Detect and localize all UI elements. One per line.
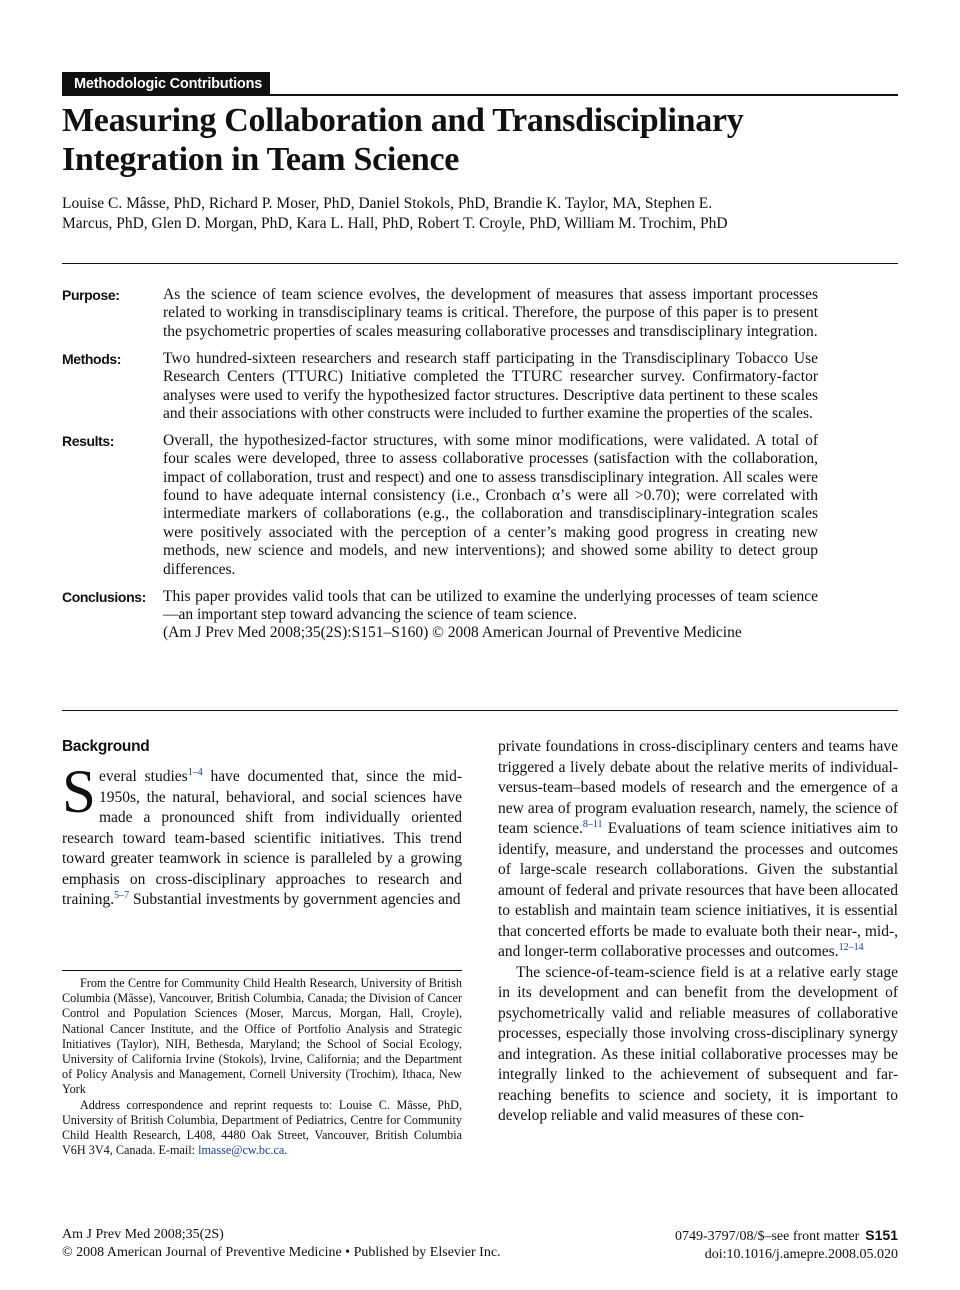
results-label: Results: [62, 432, 115, 449]
citation-ref[interactable]: 8–11 [582, 819, 603, 830]
affiliation-footnote [62, 970, 462, 1158]
purpose-text: As the science of team science evolves, the development of measures that assess important processes related to working in transdisciplinary teams is critical. Therefore, the purpose of this paper is to present the psychometric properties of scales measuring collaborative processes and transdisciplinary integration. [163, 286, 818, 340]
copyright: © 2008 American Journal of Preventive Medicine • Published by Elsevier Inc. [62, 1245, 501, 1260]
body-text: Substantial investments by government agencies and [129, 891, 461, 908]
methods-label: Methods: [62, 350, 122, 367]
citation-ref[interactable]: 12–14 [838, 942, 864, 953]
body-paragraph-2: The science-of-team-science field is at a relative early stage in its development and can benefit from the development of psychometrically valid and reliable measures of collaborative processes, especially those involving cross-disciplinary synergy and integration. As these initial collaborative processes may be integrally linked to the achievement of subsequent and far-reaching benefits to science and society, it is important to develop reliable and valid measures of these con- [498, 963, 898, 1124]
background-heading: Background [62, 738, 150, 755]
citation: (Am J Prev Med 2008;35(2S):S151–S160) © 2008 American Journal of Preventive Medicine [163, 624, 742, 642]
body-paragraph-1 [498, 737, 898, 963]
affiliation-text: From the Centre for Community Child Health Research, University of British Columbia (Mâsse), Vancouver, British Columbia, Canada; the Division of Cancer Control and Population Sciences (Moser, Marcus, Morgan, Hall, Croyle), National Cancer Institute, and the Office of Portfolio Analysis and Strategic Initiatives (Taylor), NIH, Bethesda, Maryland; the School of Social Ecology, University of California Irvine (Stokols), Irvine, California; and the Department of Policy Analysis and Management, Cornell University (Trochim), Ithaca, New York [62, 976, 462, 1097]
correspondence-address: Address correspondence and reprint requests to: Louise C. Mâsse, PhD, University of British Columbia, Department of Pediatrics, Centre for Community Child Health Research, L408, 4480 Oak Street, Vancouver, British Columbia V6H 3V4, Canada. E-mail: [62, 1097, 462, 1158]
results-text: Overall, the hypothesized-factor structures, with some minor modifications, were validated. A total of four scales were developed, three to assess collaborative processes (satisfaction with the collaboration, impact of collaboration, trust and respect) and one to assess transdisciplinary integration. All scales were found to have adequate internal consistency (i.e., Cronbach α’s were all >0.70); were correlated with intermediate markers of collaborations (e.g., the collaboration and transdisciplinary-integration scales were positively associated with the perception of a center’s making good progress in creating new methods, new science and models, and new interventions); and showed some ability to detect group differences. [163, 431, 818, 578]
issn-line [675, 1226, 898, 1246]
left-column [62, 737, 462, 911]
correspondence-text [62, 1098, 462, 1159]
body-text: Evaluations of team science initiatives aim to identify, measure, and understand the processes and outcomes of large-scale research collaborations. Given the substantial amount of federal and private resources that have been allocated to establish and maintain team science initiatives, it is essential that concerted efforts be made to evaluate both their near-, mid-, and longer-term collaborative processes and outcomes. [498, 820, 898, 960]
purpose-label: Purpose: [62, 287, 120, 303]
citation-ref[interactable]: 1–4 [187, 767, 203, 778]
right-column [498, 737, 898, 1127]
conclusions-text: This paper provides valid tools that can be utilized to examine the underlying processes of team science—an important step toward advancing the science of team science. [163, 587, 818, 623]
abstract-purpose [62, 286, 818, 341]
abstract-top-rule [62, 263, 898, 264]
journal-ref: Am J Prev Med 2008;35(2S) [62, 1227, 224, 1242]
methods-text: Two hundred-sixteen researchers and research staff participating in the Transdisciplinary Tobacco Use Research Centers (TTURC) Initiative completed the TTURC researcher survey. Confirmatory-factor analyses were used to verify the hypothesized factor structures. Descriptive data pertinent to these scales and their associations with other constructs were included to further examine the properties of the scales. [163, 349, 818, 422]
correspondence-end: . [284, 1143, 288, 1158]
abstract-methods [62, 350, 818, 424]
conclusions-block [163, 588, 818, 643]
conclusions-label: Conclusions: [62, 588, 146, 605]
section-bar [62, 72, 898, 96]
email-link[interactable]: lmasse@cw.bc.ca [198, 1143, 285, 1158]
abstract-conclusions [62, 588, 818, 643]
abstract-results [62, 432, 818, 579]
body-text: have documented that, since the mid-1950s, the natural, behavioral, and social sciences have made a pronounced shift from individually oriented research toward team-based scientific initiatives. This trend toward greater teamwork in science is paralleled by a growing emphasis on cross-disciplinary approaches to research and training. [62, 768, 462, 908]
section-rule [62, 94, 898, 96]
abstract-bottom-rule [62, 710, 898, 711]
page-number: S151 [865, 1227, 898, 1243]
footer-right [675, 1226, 898, 1264]
footer-left [62, 1226, 501, 1262]
issn: 0749-3797/08/$–see front matter [675, 1229, 860, 1244]
section-label: Methodologic Contributions [62, 72, 270, 96]
doi[interactable]: doi:10.1016/j.amepre.2008.05.020 [704, 1247, 898, 1262]
drop-cap: S [62, 759, 96, 826]
abstract [62, 286, 818, 651]
body-text: everal studies [98, 768, 188, 785]
author-list: Louise C. Mâsse, PhD, Richard P. Moser, PhD, Daniel Stokols, PhD, Brandie K. Taylor, MA, Stephen E. Marcus, PhD, Glen D. Morgan, PhD, Kara L. Hall, PhD, Robert T. Croyle, PhD, William M. Trochim, PhD [62, 195, 728, 233]
body-text: private foundations in cross-disciplinary centers and teams have triggered a lively debate about the relative merits of individual-versus-team–based models of research and the emergence of a new area of program evaluation research, namely, the science of team science. [498, 738, 898, 837]
article-title: Measuring Collaboration and Transdisciplinary Integration in Team Science [62, 102, 744, 178]
background-paragraph [62, 759, 462, 911]
citation-ref[interactable]: 5–7 [114, 890, 130, 901]
